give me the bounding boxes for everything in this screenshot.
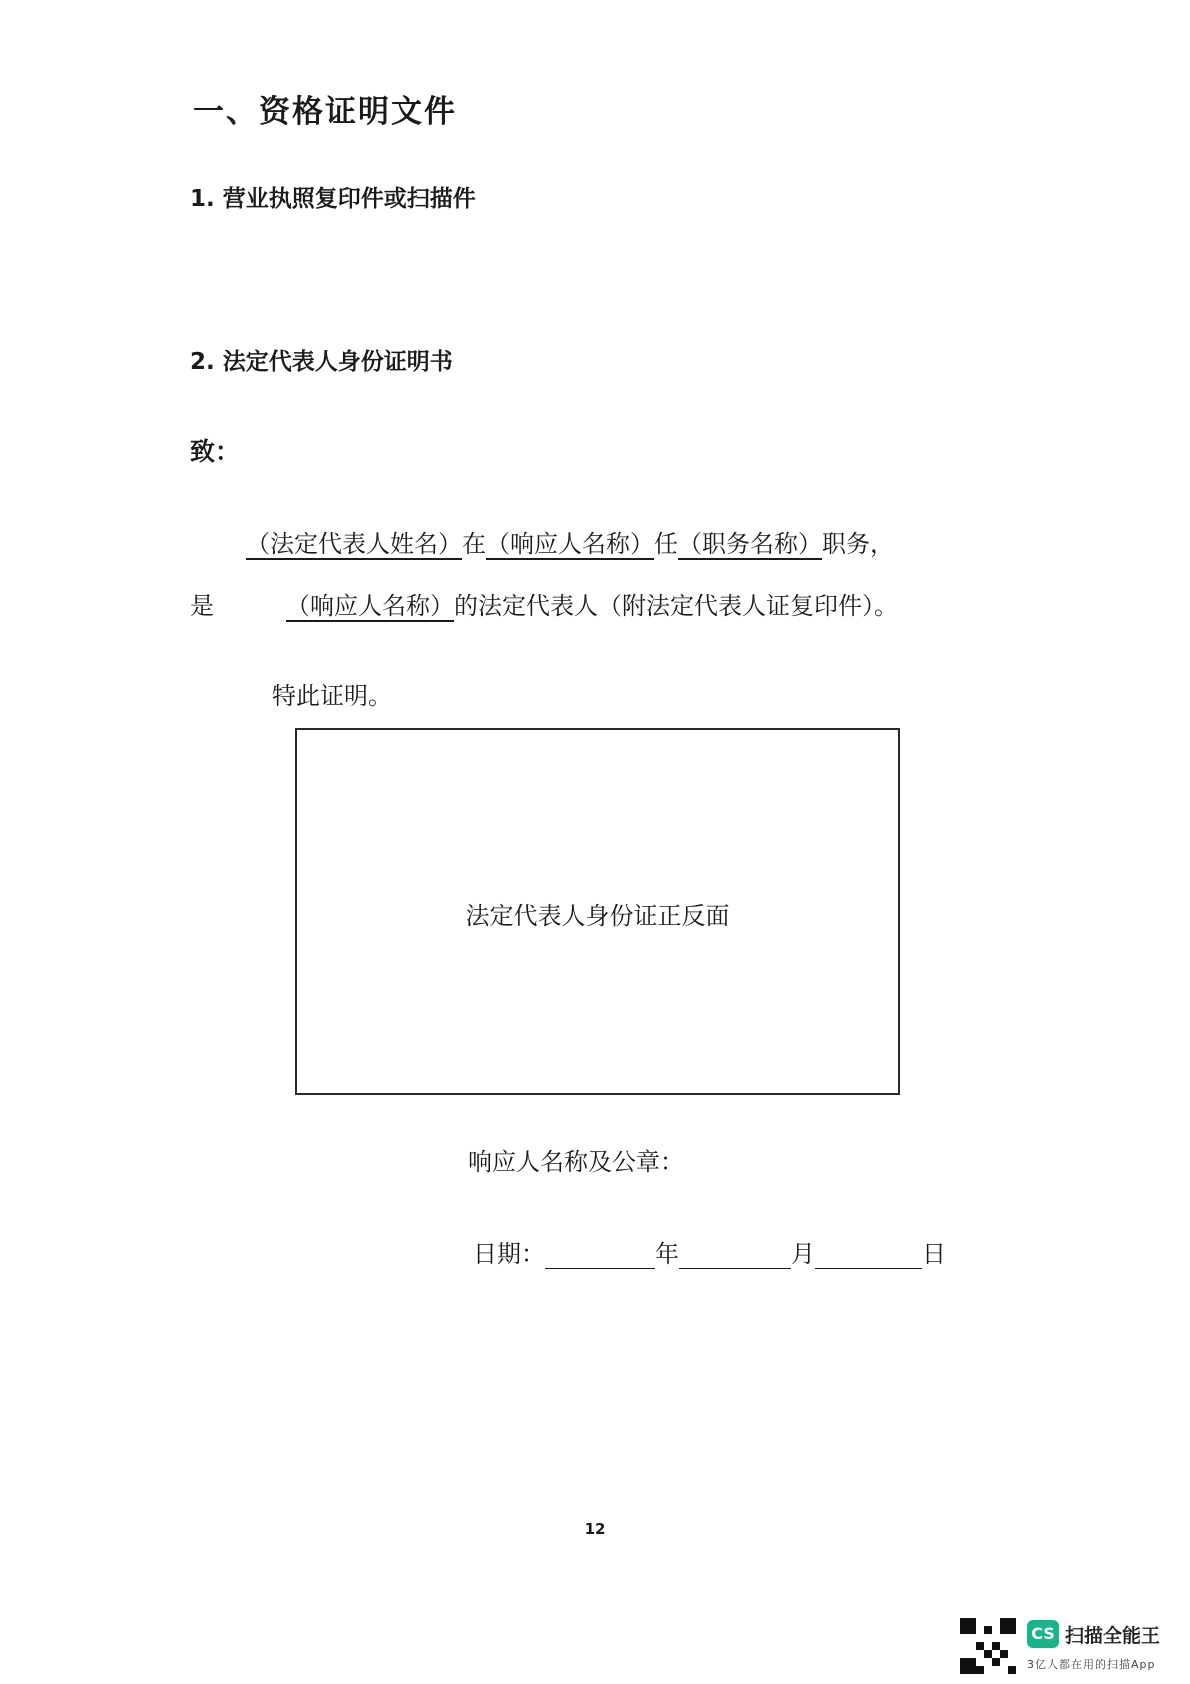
id-card-placeholder — [295, 728, 900, 1095]
at-text: 在 — [462, 530, 486, 558]
rep-name-field: （法定代表人姓名） — [246, 530, 462, 558]
company-field-2: （响应人名称） — [286, 592, 454, 620]
addressee-label: 致： — [190, 437, 241, 466]
date-line — [473, 1234, 946, 1269]
section-2-title: 2. 法定代表人身份证明书 — [190, 349, 453, 375]
position-suffix: 职务， — [822, 530, 894, 558]
paragraph-2-tail: 的法定代表人（附法定代表人证复印件）。 — [454, 592, 898, 620]
certification-text: 特此证明。 — [272, 682, 392, 710]
page-number: 12 — [584, 1520, 606, 1538]
section-1-title: 1. 营业执照复印件或扫描件 — [190, 186, 476, 212]
month-blank — [679, 1242, 791, 1269]
id-card-label: 法定代表人身份证正反面 — [465, 902, 730, 930]
camscanner-logo-icon: CS — [1027, 1620, 1059, 1648]
year-label: 年 — [655, 1240, 679, 1268]
is-text: 是 — [190, 592, 214, 620]
paragraph-2 — [190, 586, 898, 621]
position-field: （职务名称） — [678, 530, 822, 558]
month-label: 月 — [791, 1240, 815, 1268]
signature-label: 响应人名称及公章： — [468, 1148, 684, 1176]
camscanner-slogan: 3亿人都在用的扫描App — [1027, 1658, 1156, 1671]
camscanner-name: 扫描全能王 — [1065, 1625, 1161, 1647]
serve-text: 任 — [654, 530, 678, 558]
day-label: 日 — [922, 1240, 946, 1268]
qr-code-icon — [960, 1618, 1016, 1674]
year-blank — [545, 1242, 655, 1269]
date-label: 日期： — [473, 1240, 545, 1268]
page-heading: 一、资格证明文件 — [193, 94, 457, 130]
day-blank — [815, 1242, 922, 1269]
paragraph-1 — [246, 524, 894, 559]
company-field: （响应人名称） — [486, 530, 654, 558]
